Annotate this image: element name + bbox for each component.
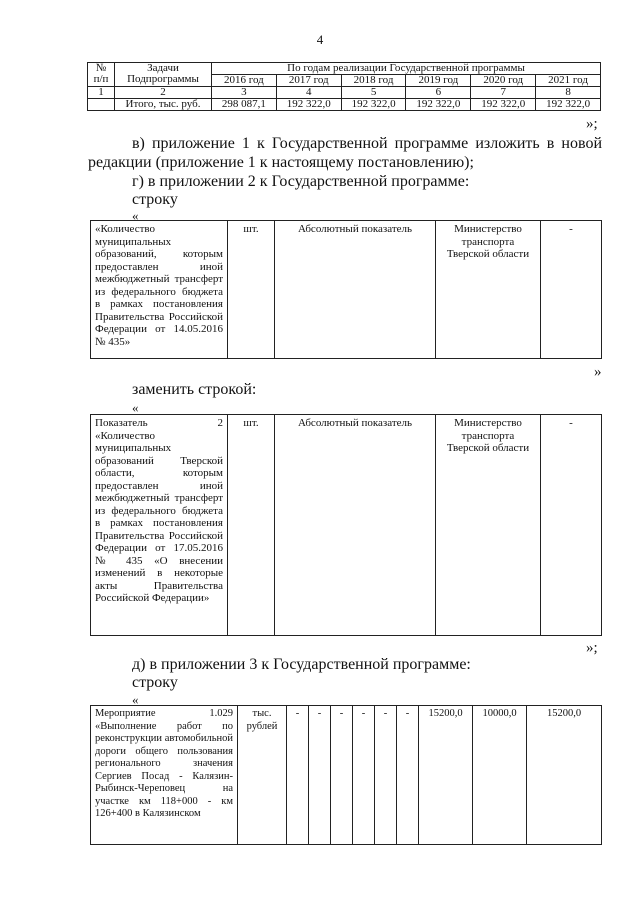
total-value: 192 322,0 <box>276 99 341 111</box>
index-cell: 7 <box>471 87 536 99</box>
ministry-cell: Министерство транспорта Тверской области <box>436 221 541 359</box>
dash-cell: - <box>541 221 602 359</box>
dash-cell: - <box>309 706 331 845</box>
year-header: 2021 год <box>536 75 601 87</box>
table-row <box>88 87 601 99</box>
total-value: 192 322,0 <box>471 99 536 111</box>
index-cell: 1 <box>88 87 115 99</box>
page-number: 4 <box>316 32 324 47</box>
event-description: «Выполнение работ по реконструкции автомобильной дороги общего пользования регионального значения Сергиев Посад - Калязин-Рыбинск-Череповец на участке км 118+000 - км 126+400 в Калязинском <box>95 720 233 819</box>
value-cell: 15200,0 <box>419 706 473 845</box>
unit-cell: шт. <box>228 221 275 359</box>
opening-quote: « <box>132 692 139 707</box>
year-header: 2020 год <box>471 75 536 87</box>
opening-quote: « <box>132 208 139 223</box>
paragraph-g: г) в приложении 2 к Государственной программе: <box>132 173 470 190</box>
index-cell: 2 <box>115 87 212 99</box>
header-number: № п/п <box>88 63 115 87</box>
unit-cell: шт. <box>228 415 275 636</box>
paragraph-v: в) приложение 1 к Государственной программе изложить в новой редакции (приложение 1 к настоящему постановлению); <box>88 135 602 171</box>
header-tasks: Задачи Подпрограммы <box>115 63 212 87</box>
unit-cell: тыс. рублей <box>238 706 287 845</box>
year-header: 2018 год <box>341 75 406 87</box>
dash-cell: - <box>287 706 309 845</box>
opening-quote: « <box>132 400 139 415</box>
event-description-cell <box>91 706 238 845</box>
value-cell: 10000,0 <box>473 706 527 845</box>
closing-quote: »; <box>586 640 598 656</box>
year-header: 2016 год <box>212 75 277 87</box>
closing-quote: »; <box>586 116 598 132</box>
year-header: 2019 год <box>406 75 471 87</box>
index-cell: 5 <box>341 87 406 99</box>
table-row <box>88 99 601 111</box>
index-cell: 6 <box>406 87 471 99</box>
empty-cell <box>88 99 115 111</box>
event-row <box>90 705 602 845</box>
dash-cell: - <box>353 706 375 845</box>
total-label: Итого, тыс. руб. <box>115 99 212 111</box>
indicator-number: Показатель 2 <box>95 417 223 429</box>
indicator-description-cell <box>91 415 228 636</box>
label-row: строку <box>132 674 178 691</box>
total-value: 298 087,1 <box>212 99 277 111</box>
dash-cell: - <box>375 706 397 845</box>
budget-table <box>87 62 601 111</box>
index-cell: 8 <box>536 87 601 99</box>
index-cell: 4 <box>276 87 341 99</box>
ministry-cell: Министерство транспорта Тверской области <box>436 415 541 636</box>
year-header: 2017 год <box>276 75 341 87</box>
indicator-type-cell: Абсолютный показатель <box>275 415 436 636</box>
total-value: 192 322,0 <box>406 99 471 111</box>
header-years-group: По годам реализации Государственной программы <box>212 63 601 75</box>
indicator-row-old <box>90 220 602 359</box>
event-number: Мероприятие 1.029 <box>95 708 233 719</box>
index-cell: 3 <box>212 87 277 99</box>
indicator-row-new <box>90 414 602 636</box>
closing-quote: » <box>594 364 602 380</box>
indicator-type-cell: Абсолютный показатель <box>275 221 436 359</box>
dash-cell: - <box>331 706 353 845</box>
replace-label: заменить строкой: <box>132 381 257 398</box>
total-value: 192 322,0 <box>341 99 406 111</box>
total-value: 192 322,0 <box>536 99 601 111</box>
label-row: строку <box>132 191 178 208</box>
dash-cell: - <box>541 415 602 636</box>
value-cell: 15200,0 <box>527 706 602 845</box>
paragraph-d: д) в приложении 3 к Государственной программе: <box>132 656 471 673</box>
dash-cell: - <box>397 706 419 845</box>
indicator-description: «Количество муниципальных образований, которым предоставлен иной межбюджетный трансферт из федерального бюджета в рамках постановления Правительства Российской Федерации от 14.05.2016 № 435» <box>91 221 228 359</box>
indicator-description: «Количество муниципальных образований Тверской области, которым предоставлен иной межбюджетный трансферт из федерального бюджета в рамках постановления Правительства Российской Федерации от 17.05.2016 № 435 «О внесении изменений в некоторые акты Правительства Российской Федерации» <box>95 429 223 604</box>
